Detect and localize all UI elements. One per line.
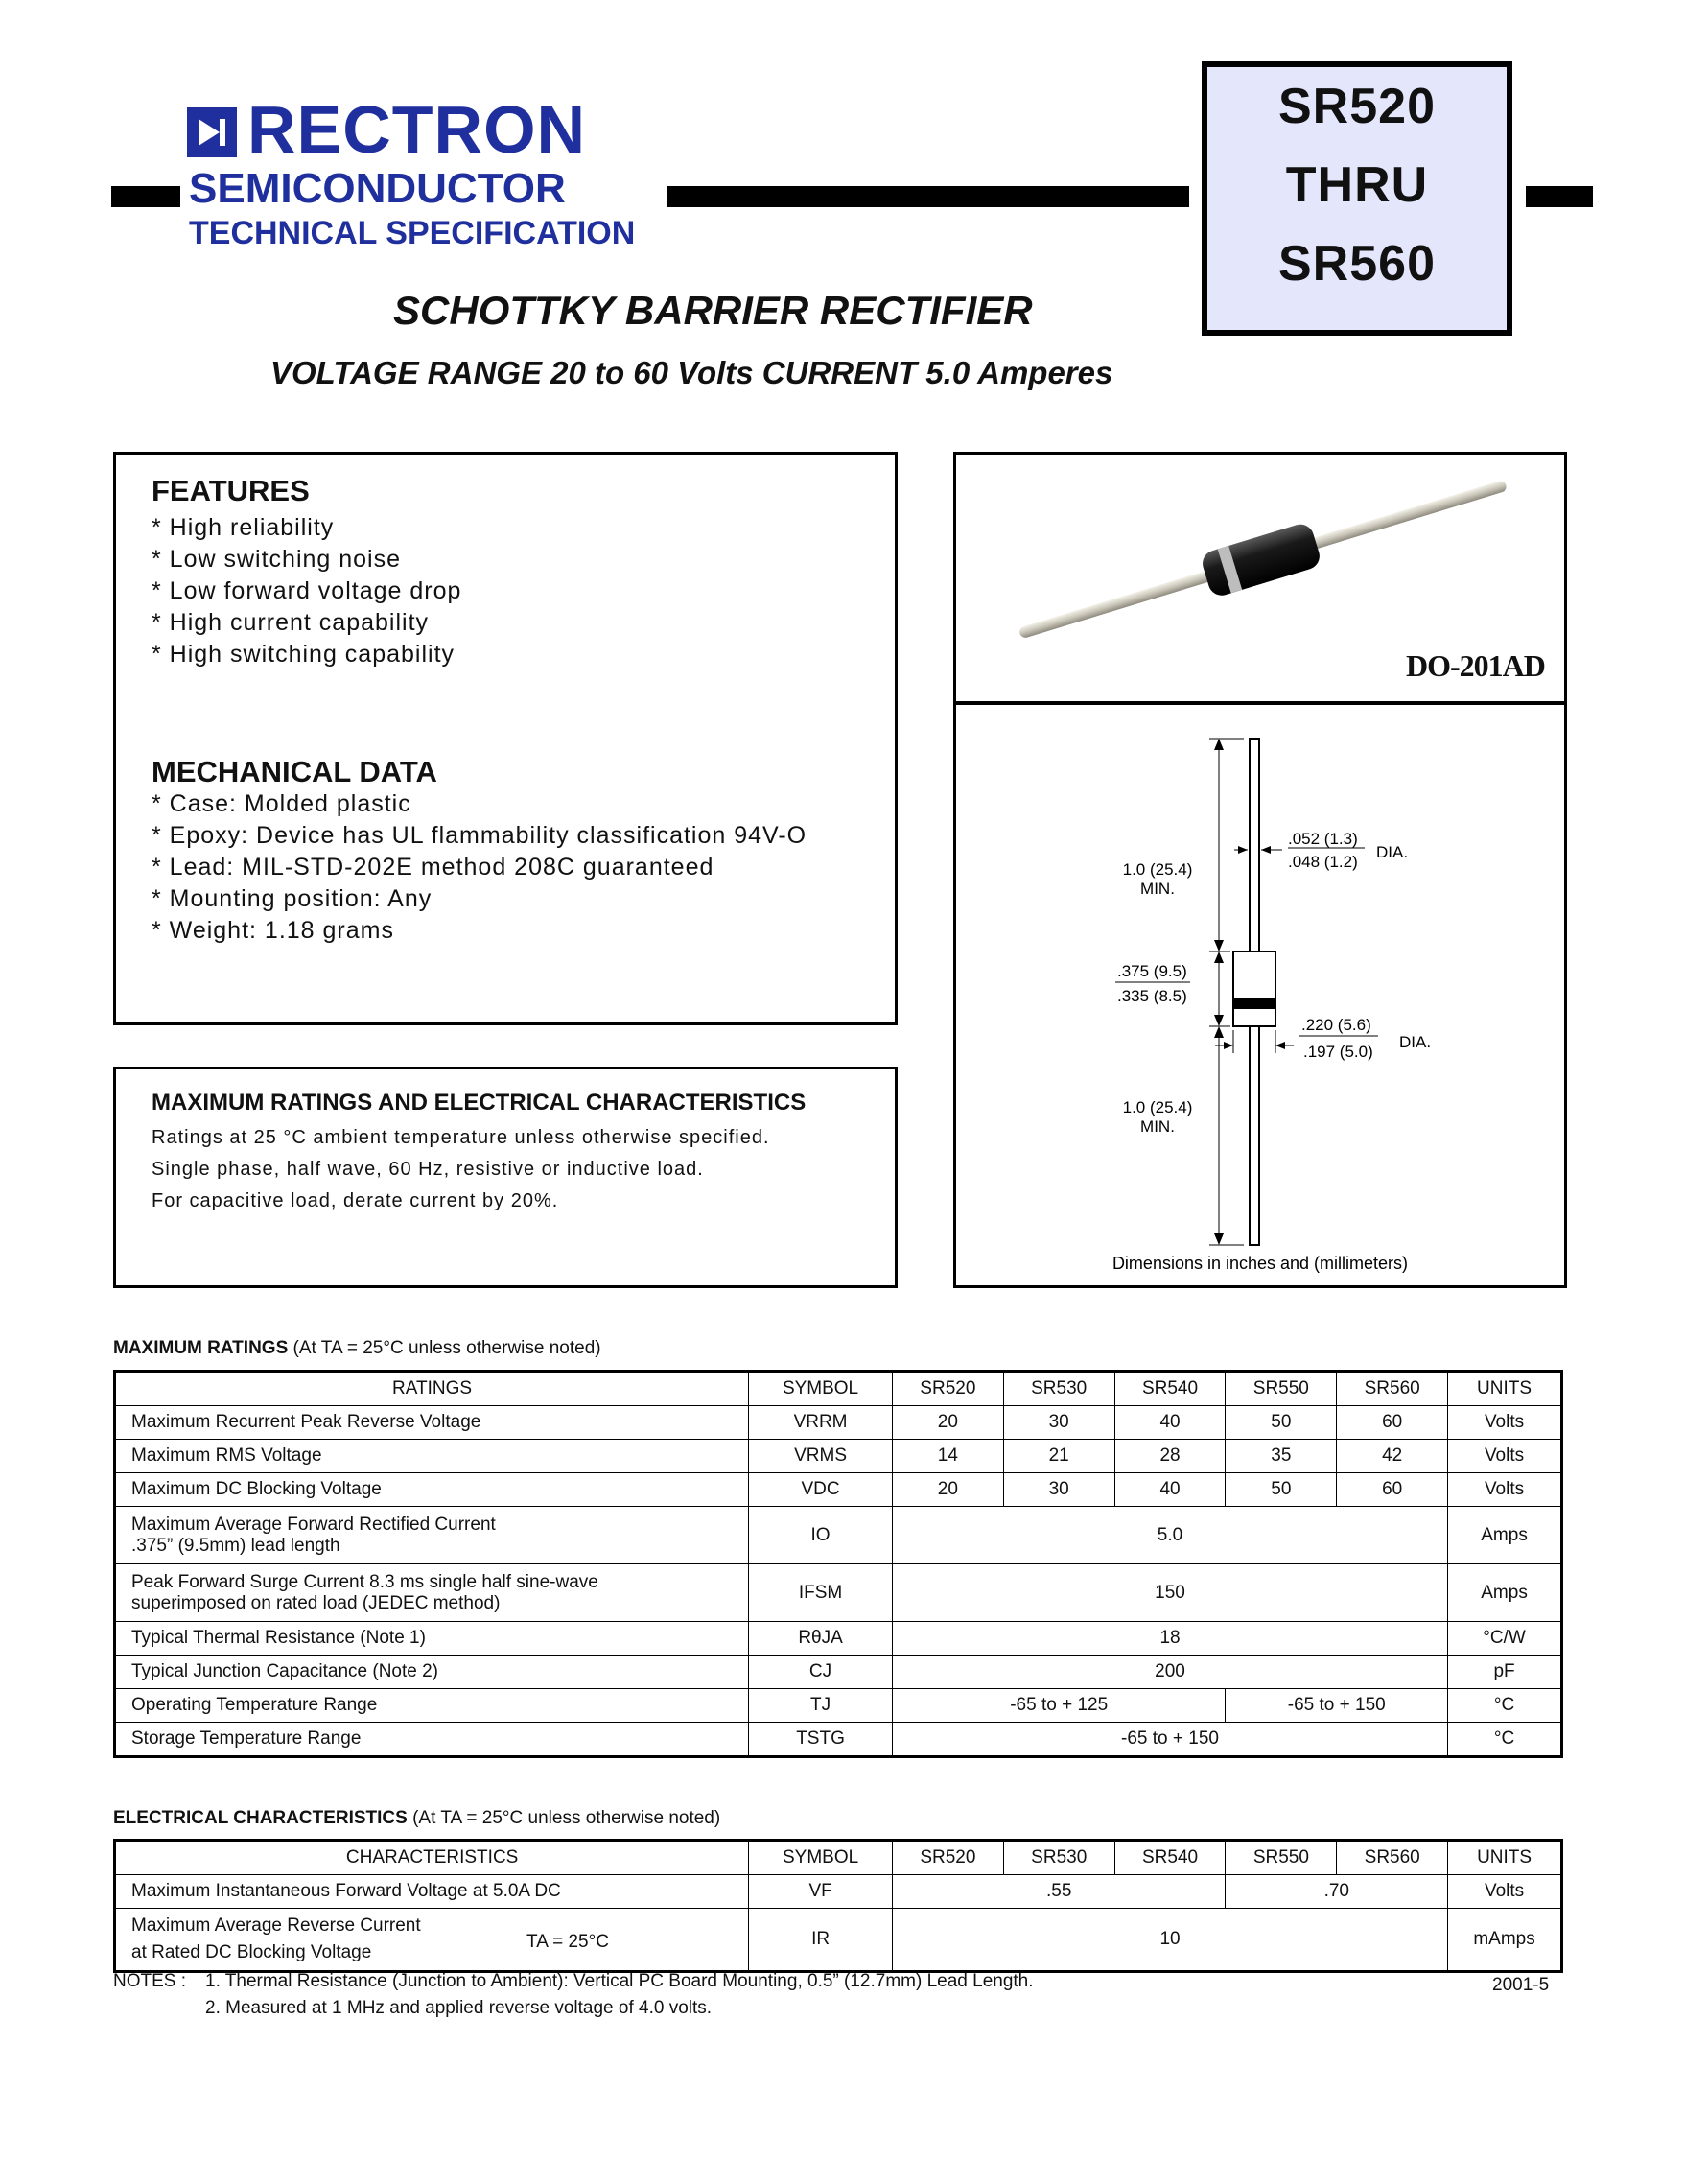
ratings-heading: MAXIMUM RATINGS AND ELECTRICAL CHARACTERISTICS [152,1090,807,1116]
mechanical-list [152,788,807,947]
dim-lead-length-bottom: 1.0 (25.4) [1122,1098,1193,1116]
dim-body-length-min: .335 (8.5) [1117,987,1187,1005]
col-header: RATINGS [115,1372,749,1406]
col-header: UNITS [1448,1372,1562,1406]
table-header-row [115,1372,1562,1406]
row-unit: Amps [1448,1507,1562,1564]
list-item: * Epoxy: Device has UL flammability classification 94V-O [152,822,807,849]
cell-value: 5.0 [892,1507,1447,1564]
cell-value: 20 [892,1406,1003,1440]
list-item: * Case: Molded plastic [152,790,411,817]
dim-lead-min-bottom: MIN. [1140,1117,1175,1136]
note-1: 1. Thermal Resistance (Junction to Ambient): Vertical PC Board Mounting, 0.5” (12.7mm) Lead Length. [205,1971,1034,1991]
dimension-drawing [956,704,1564,1285]
doc-type: TECHNICAL SPECIFICATION [189,215,636,251]
row-label: Typical Thermal Resistance (Note 1) [115,1622,749,1656]
cell-value: -65 to + 150 [892,1723,1447,1757]
mechanical-heading: MECHANICAL DATA [152,755,437,788]
row-symbol: VDC [749,1473,893,1507]
condition-label: TA = 25°C [526,1932,609,1952]
cell-value: 14 [892,1440,1003,1473]
revision-date: 2001-5 [1492,1975,1550,1995]
dim-dia-label-2: DIA. [1399,1033,1432,1051]
cell-value: 30 [1003,1406,1114,1440]
table-row [115,1406,1562,1440]
notes-prefix: NOTES : [113,1971,187,1991]
row-label-line: Maximum Average Reverse Current [131,1915,421,1936]
cell-value: 150 [892,1564,1447,1622]
max-ratings-caption [113,1338,601,1359]
header-rule-mid [667,186,1189,207]
row-symbol: TSTG [749,1723,893,1757]
cell-value: 60 [1337,1473,1448,1507]
row-label [115,1909,749,1972]
list-item: * Mounting position: Any [152,885,433,912]
row-unit: Amps [1448,1564,1562,1622]
table-row [115,1723,1562,1757]
col-header: SR560 [1337,1841,1448,1875]
row-symbol: VRRM [749,1406,893,1440]
col-header: CHARACTERISTICS [115,1841,749,1875]
max-ratings-table [113,1370,1563,1758]
row-unit: °C [1448,1689,1562,1723]
max-ratings-caption-title: MAXIMUM RATINGS [113,1338,289,1358]
list-item: * High current capability [152,609,430,636]
col-header: SYMBOL [749,1841,893,1875]
row-unit: mAmps [1448,1909,1562,1972]
row-unit: °C/W [1448,1622,1562,1656]
row-unit: Volts [1448,1875,1562,1909]
cell-value: .55 [892,1875,1225,1909]
dim-lead-length-top: 1.0 (25.4) [1122,860,1193,879]
row-label: Maximum Recurrent Peak Reverse Voltage [115,1406,749,1440]
dim-lead-min-top: MIN. [1140,880,1175,898]
row-symbol: CJ [749,1656,893,1689]
cell-value: 10 [892,1909,1447,1972]
part-line-3: SR560 [1278,236,1436,292]
row-label: Maximum Instantaneous Forward Voltage at 5.0A DC [115,1875,749,1909]
row-label-line: Peak Forward Surge Current 8.3 ms single half sine-wave [131,1571,598,1592]
part-number-box [1202,61,1512,336]
col-header: SR540 [1114,1372,1226,1406]
row-label-line: at Rated DC Blocking Voltage [131,1942,372,1962]
cell-value: 30 [1003,1473,1114,1507]
cell-value: 50 [1226,1473,1337,1507]
list-item: * High switching capability [152,641,456,668]
table-row [115,1689,1562,1723]
part-line-2: THRU [1285,157,1429,213]
cell-value: 60 [1337,1406,1448,1440]
table-row [115,1440,1562,1473]
table-row [115,1909,1562,1972]
part-line-1: SR520 [1278,79,1436,134]
row-label: Maximum RMS Voltage [115,1440,749,1473]
row-label: Storage Temperature Range [115,1723,749,1757]
ratings-line: Single phase, half wave, 60 Hz, resistive or inductive load. [152,1159,704,1180]
cell-value: 50 [1226,1406,1337,1440]
max-ratings-caption-note: (At TA = 25°C unless otherwise noted) [288,1338,601,1358]
row-symbol: IO [749,1507,893,1564]
ratings-line: Ratings at 25 °C ambient temperature unless otherwise specified. [152,1127,770,1148]
table-row [115,1507,1562,1564]
elec-caption [113,1808,720,1829]
row-symbol: TJ [749,1689,893,1723]
cell-value: 40 [1114,1406,1226,1440]
col-header: SR560 [1337,1372,1448,1406]
cell-value: 21 [1003,1440,1114,1473]
table-row [115,1473,1562,1507]
list-item: * Lead: MIL-STD-202E method 208C guaranteed [152,854,714,881]
row-label [115,1564,749,1622]
row-label: Operating Temperature Range [115,1689,749,1723]
cell-value: 42 [1337,1440,1448,1473]
elec-caption-note: (At TA = 25°C unless otherwise noted) [407,1808,721,1828]
dim-body-dia-min: .197 (5.0) [1303,1043,1373,1061]
dim-dia-label-1: DIA. [1376,843,1409,861]
table-header-row [115,1841,1562,1875]
table-row [115,1875,1562,1909]
col-header: SR530 [1003,1841,1114,1875]
cell-value: -65 to + 150 [1226,1689,1448,1723]
list-item: * Low forward voltage drop [152,577,462,604]
list-item: * Weight: 1.18 grams [152,917,394,944]
row-unit: °C [1448,1723,1562,1757]
col-header: SR530 [1003,1372,1114,1406]
table-row [115,1656,1562,1689]
cell-value: 200 [892,1656,1447,1689]
row-label [115,1507,749,1564]
row-label: Typical Junction Capacitance (Note 2) [115,1656,749,1689]
elec-table [113,1839,1563,1973]
row-symbol: VRMS [749,1440,893,1473]
page-title: SCHOTTKY BARRIER RECTIFIER [393,288,1033,333]
dimension-footer: Dimensions in inches and (millimeters) [1111,1254,1409,1273]
col-header: UNITS [1448,1841,1562,1875]
rectron-logo-icon [187,107,237,157]
row-label-line: superimposed on rated load (JEDEC method) [131,1592,501,1613]
division-name: SEMICONDUCTOR [189,165,566,212]
elec-caption-title: ELECTRICAL CHARACTERISTICS [113,1808,408,1828]
col-header: SR520 [892,1372,1003,1406]
features-list [152,512,461,670]
ratings-line: For capacitive load, derate current by 20%. [152,1190,559,1211]
note-2: 2. Measured at 1 MHz and applied reverse voltage of 4.0 volts. [205,1998,713,2018]
table-row [115,1622,1562,1656]
package-name: DO-201AD [1406,648,1545,683]
row-unit: pF [1448,1656,1562,1689]
dimension-box [953,701,1567,1288]
table-row [115,1564,1562,1622]
row-unit: Volts [1448,1440,1562,1473]
col-header: SR520 [892,1841,1003,1875]
list-item: * Low switching noise [152,546,402,573]
cell-value: 40 [1114,1473,1226,1507]
header-rule-right [1526,186,1593,207]
dim-body-dia-max: .220 (5.6) [1301,1016,1371,1034]
cell-value: 20 [892,1473,1003,1507]
row-unit: Volts [1448,1406,1562,1440]
cell-value: .70 [1226,1875,1448,1909]
row-unit: Volts [1448,1473,1562,1507]
cell-value: 18 [892,1622,1447,1656]
row-label-line: Maximum Average Forward Rectified Current [131,1514,496,1535]
row-symbol: IR [749,1909,893,1972]
cell-value: 35 [1226,1440,1337,1473]
page-subtitle: VOLTAGE RANGE 20 to 60 Volts CURRENT 5.0 Amperes [270,355,1113,390]
col-header: SR550 [1226,1841,1337,1875]
col-header: SR550 [1226,1372,1337,1406]
dim-body-length-max: .375 (9.5) [1117,962,1187,980]
list-item: * High reliability [152,514,335,541]
brand-name: RECTRON [247,92,587,167]
col-header: SYMBOL [749,1372,893,1406]
ratings-notes [152,1122,770,1217]
col-header: SR540 [1114,1841,1226,1875]
row-symbol: RθJA [749,1622,893,1656]
dim-lead-dia-max: .052 (1.3) [1288,830,1358,848]
row-label: Maximum DC Blocking Voltage [115,1473,749,1507]
header-rule-left [111,186,180,207]
features-heading: FEATURES [152,474,310,507]
cell-value: 28 [1114,1440,1226,1473]
row-symbol: IFSM [749,1564,893,1622]
cell-value: -65 to + 125 [892,1689,1225,1723]
row-symbol: VF [749,1875,893,1909]
row-label-line: .375” (9.5mm) lead length [131,1535,340,1556]
dim-lead-dia-min: .048 (1.2) [1288,853,1358,871]
